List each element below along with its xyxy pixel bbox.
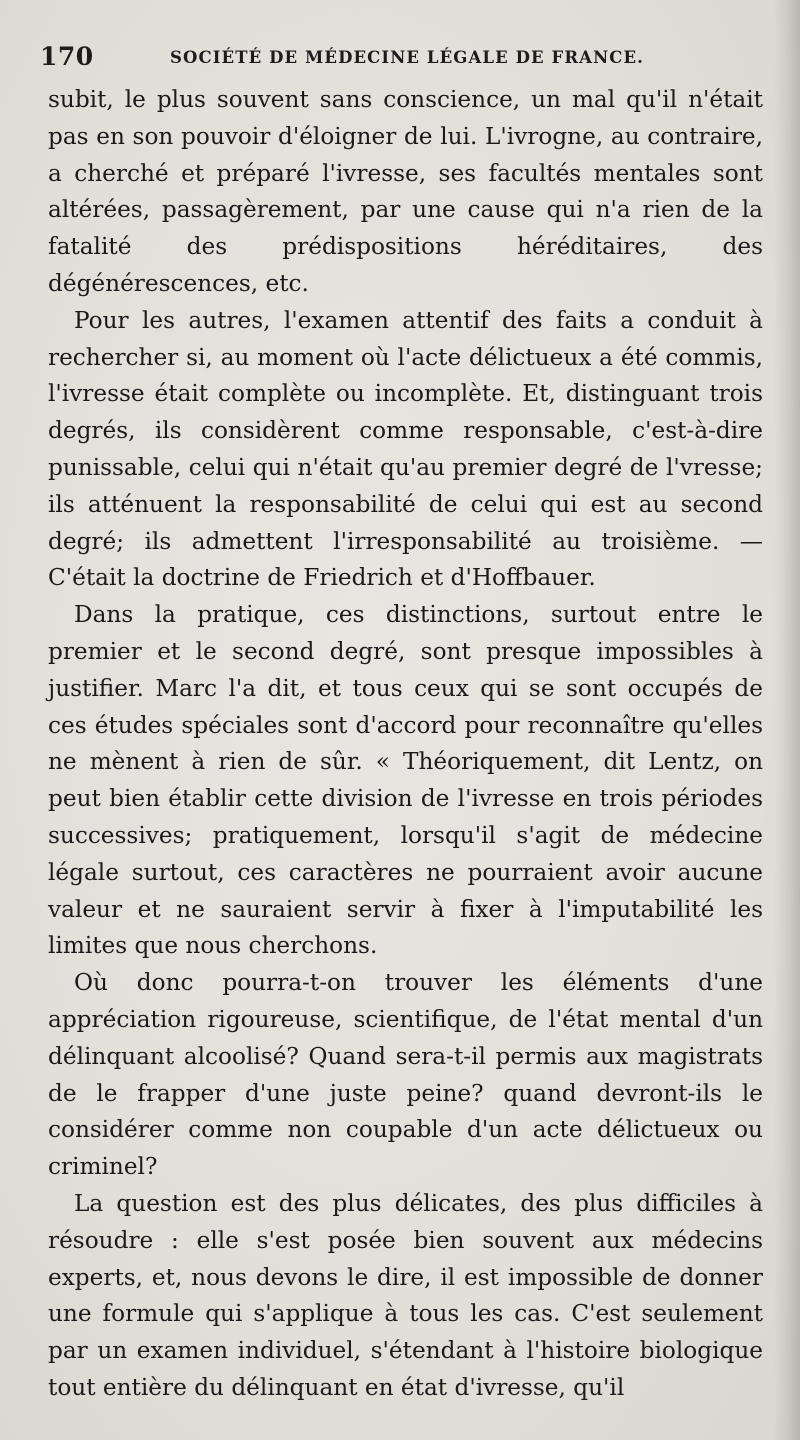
body-text: [48, 82, 763, 1407]
running-title: SOCIÉTÉ DE MÉDECINE LÉGALE DE FRANCE.: [170, 48, 645, 67]
page-number: 170: [40, 42, 94, 71]
page-header: [40, 40, 760, 74]
paragraph: Dans la pratique, ces distinctions, surtout entre le premier et le second degré, sont presque impossibles à justifier. Marc l'a dit, et tous ceux qui se sont occupés de ces études spéciales sont d'accord pour reconnaître qu'elles ne mènent à rien de sûr. « Théoriquement, dit Lentz, on peut bien établir cette division de l'ivresse en trois périodes successives; pratiquement, lorsqu'il s'agit de médecine légale surtout, ces caractères ne pourraient avoir aucune valeur et ne sauraient servir à fixer à l'imputabilité les limites que nous cherchons.: [48, 601, 763, 960]
paragraph: Où donc pourra-t-on trouver les éléments d'une appréciation rigoureuse, scientifique, de l'état mental d'un délinquant alcoolisé? Quand sera-t-il permis aux magistrats de le frapper d'une juste peine? quand devront-ils le considérer comme non coupable d'un acte délictueux ou criminel?: [48, 969, 763, 1181]
paragraph-continued: subit, le plus souvent sans conscience, un mal qu'il n'était pas en son pouvoir d'éloigner de lui. L'ivrogne, au contraire, a cherché et préparé l'ivresse, ses facultés mentales sont altérées, passagèrement, par une cause qui n'a rien de la fatalité des prédispositions héréditaires, des dégénérescences, etc.: [48, 86, 763, 297]
paragraph: Pour les autres, l'examen attentif des faits a conduit à rechercher si, au moment où l'acte délictueux a été commis, l'ivresse était complète ou incomplète. Et, distinguant trois degrés, ils considèrent comme responsable, c'est-à-dire punissable, celui qui n'était qu'au premier degré de l'vresse; ils atténuent la responsabilité de celui qui est au second degré; ils admettent l'irresponsabilité au troisième. — C'était la doctrine de Friedrich et d'Hoffbauer.: [48, 306, 763, 592]
page-edge-shadow: [774, 0, 800, 1440]
paragraph: La question est des plus délicates, des plus difficiles à résoudre : elle s'est posée bien souvent aux médecins experts, et, nous devons le dire, il est impossible de donner une formule qui s'applique à tous les cas. C'est seulement par un examen individuel, s'étendant à l'histoire biologique tout entière du délinquant en état d'ivresse, qu'il: [48, 1189, 763, 1401]
